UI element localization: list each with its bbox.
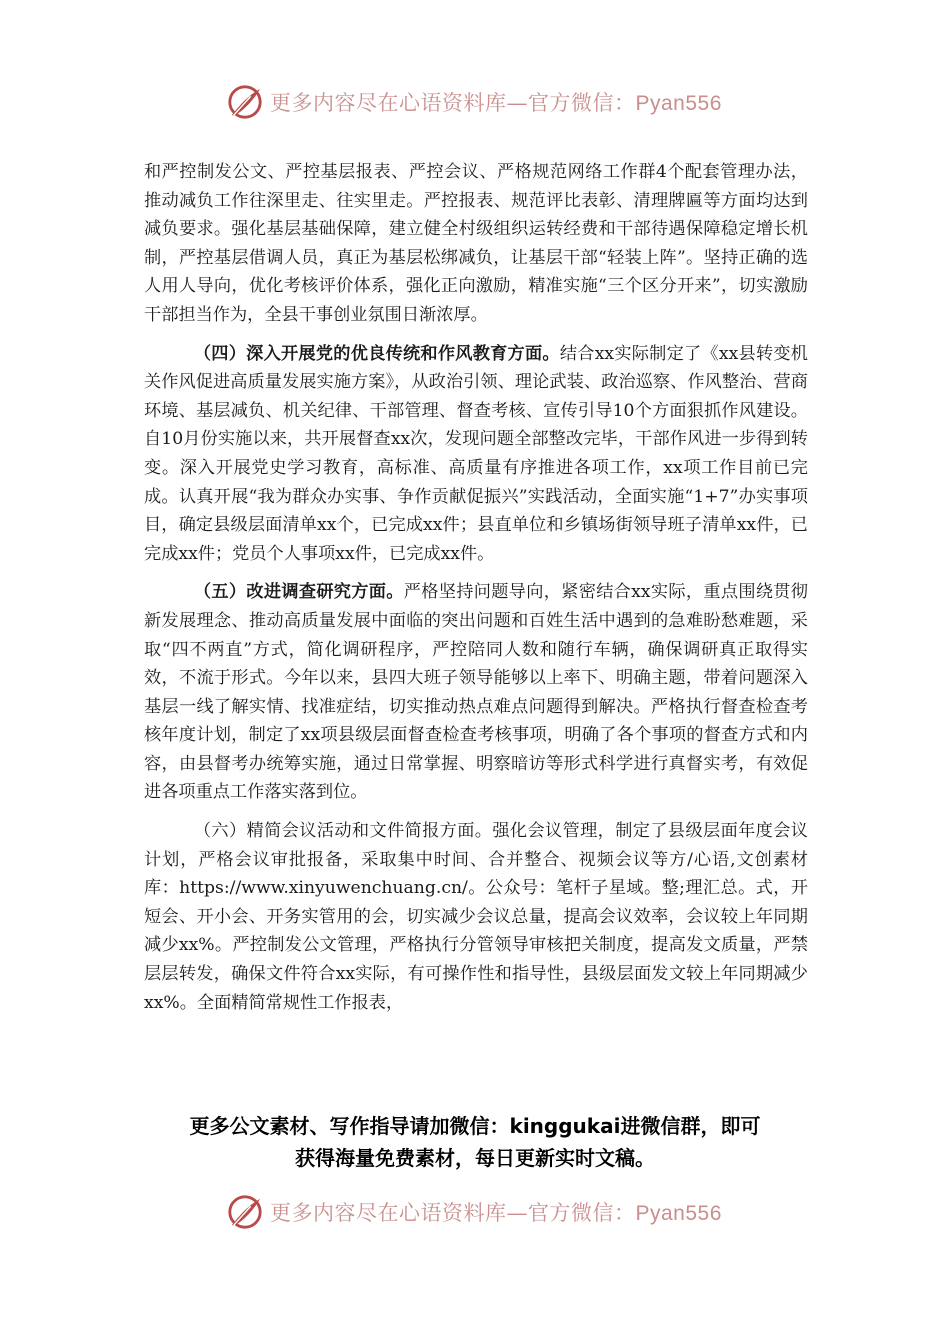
promo-line-1: 更多公文素材、写作指导请加微信：kinggukai进微信群，即可 [189,1114,761,1138]
header-banner-text: 更多内容尽在心语资料库—官方微信：Pyan556 [270,91,722,115]
paragraph-continuation: 和严控制发公文、严控基层报表、严控会议、严格规范网络工作群4个配套管理办法，推动减负工作往深里走、往实里走。严控报表、规范评比表彰、清理牌匾等方面均达到减负要求。强化基层基础保障，建立健全村级组织运转经费和干部待遇保障稳定增长机制，严控基层借调人员，真正为基层松绑减负，让基层干部“轻装上阵”。坚持正确的选人用人导向，优化考核评价体系，强化正向激励，精准实施“三个区分开来”，切实激励干部担当作为，全县干事创业氛围日渐浓厚。 [144,162,808,325]
header-banner [226,82,746,122]
section-heading: （五）改进调查研究方面。 [193,582,404,603]
paragraph-section-5: （五）改进调查研究方面。严格坚持问题导向，紧密结合xx实际，重点围绕贯彻新发展理念、推动高质量发展中面临的突出问题和百姓生活中遇到的急难盼愁难题，采取“四不两直”方式，简化调研程序，严控陪同人数和随行车辆，确保调研真正取得实效，不流于形式。今年以来，县四大班子领导能够以上率下、明确主题，带着问题深入基层一线了解实情、找准症结，切实推动热点难点问题得到解决。严格执行督查检查考核年度计划，制定了xx项县级层面督查检查考核事项，明确了各个事项的督查方式和内容，由县督考办统筹实施，通过日常掌握、明察暗访等形式科学进行真督实考，有效促进各项重点工作落实落到位。 [144,582,808,803]
paragraph-section-4: （四）深入开展党的优良传统和作风教育方面。结合xx实际制定了《xx县转变机关作风促进高质量发展实施方案》，从政治引领、理论武装、政治巡察、作风整治、营商环境、基层减负、机关纪律、干部管理、督查考核、宣传引导10个方面狠抓作风建设。自10月份实施以来，共开展督查xx次，发现问题全部整改完毕，干部作风进一步得到转变。深入开展党史学习教育，高标准、高质量有序推进各项工作，xx项工作目前已完成。认真开展“我为群众办实事、争作贡献促振兴”实践活动，全面实施“1+7”办实事项目，确定县级层面清单xx个，已完成xx件；县直单位和乡镇场街领导班子清单xx件，已完成xx件；党员个人事项xx件，已完成xx件。 [144,343,808,564]
quill-logo-icon [226,83,264,121]
section-heading: （四）深入开展党的优良传统和作风教育方面。 [193,343,560,364]
promo-line-2: 获得海量免费素材，每日更新实时文稿。 [295,1146,655,1170]
quill-logo-icon [226,1193,264,1231]
paragraph-section-6: （六）精简会议活动和文件简报方面。强化会议管理，制定了县级层面年度会议计划，严格会议审批报备，采取集中时间、合并整合、视频会议等方/心语,文创素材库：https://www.xinyuwenchuang.cn/。公众号：笔杆子星域。整;理汇总。式，开短会、开小会、开务实管用的会，切实减少会议总量，提高会议效率，会议较上年同期减少xx%。严控制发公文管理，严格执行分管领导审核把关制度，提高发文质量，严禁层层转发，确保文件符合xx实际，有可操作性和指导性，县级层面发文较上年同期减少xx%。全面精简常规性工作报表， [144,821,808,1013]
footer-banner [226,1192,746,1232]
document-body [144,158,808,1027]
promo-notice [100,1110,850,1174]
footer-banner-text: 更多内容尽在心语资料库—官方微信：Pyan556 [270,1201,722,1225]
